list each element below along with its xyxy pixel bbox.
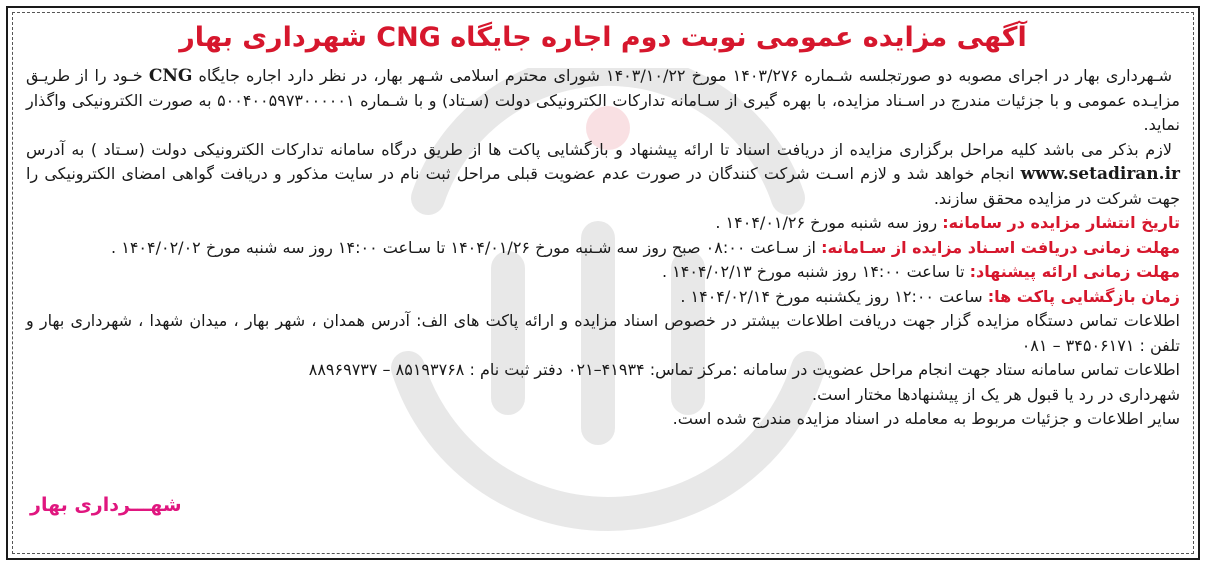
- contact-address: اطلاعات تماس دستگاه مزایده گزار جهت دریافت اطلاعات بیشتر در خصوص اسناد مزایده و ارائه پاکت های الف: آدرس همدان ، شهر بهار ، میدان شهدا: [149, 311, 1181, 330]
- paragraph-1-line-b: خـود را از طریـق مزایـده عمومی و با جزئیات مندرج در اسـناد مزایده، با بهره گیری از سـامانه تدارکات الکترونیکی دولت (سـتاد) و با شـماره: [26, 66, 1180, 110]
- opening-time-label: زمان بازگشایی پاکت ها:: [987, 286, 1180, 306]
- notice-content: [26, 18, 1180, 432]
- documents-deadline-value-2: ۱۴۰۴/۰۲/۰۲ .: [111, 237, 201, 257]
- offer-deadline-value: تا ساعت ۱۴:۰۰ روز شنبه مورخ ۱۴۰۴/۰۲/۱۳ .: [661, 262, 970, 281]
- offer-deadline-row: [26, 260, 1180, 285]
- notice-frame: [6, 6, 1200, 560]
- documents-deadline-value: از سـاعت ۰۸:۰۰ صبح روز سه شـنبه مورخ ۱۴۰۴/۰۱/۲۶ تا سـاعت ۱۴:۰۰ روز سه شنبه مورخ: [205, 237, 822, 257]
- paragraph-1-line-a: شـهرداری بهار در اجرای مصوبه دو صورتجلسه شـماره ۱۴۰۳/۲۷۶ مورخ ۱۴۰۳/۱۰/۲۲ شورای محترم اسلامی شـهر بهار، در نظر دارد اجاره جایگاه: [198, 66, 1173, 85]
- paragraph-2-line-c: انجام خواهد شد و لازم اسـت شرکت کنندگان در صورت عدم عضویت قبلی مراحل ثبت نام در سایت مذکور و: [273, 164, 1021, 183]
- publish-date-label: تاریخ انتشار مزایده در سامانه:: [942, 213, 1180, 232]
- signature: شهـــرداری بهار: [30, 494, 182, 516]
- opening-time-value: ساعت ۱۲:۰۰ روز یکشنبه مورخ ۱۴۰۴/۰۲/۱۴ .: [680, 286, 988, 306]
- paragraph-2-line-b: (سـتاد ) به آدرس: [26, 139, 145, 159]
- contact-line-4: شهرداری در رد یا قبول هر یک از پیشنهادها مختار است.: [812, 384, 1180, 404]
- notice-title: آگهی مزایده عمومی نوبت دوم اجاره جایگاه CNG شهرداری بهار: [179, 22, 1027, 53]
- contact-line-1: [26, 309, 1180, 358]
- contact-line-5: سایر اطلاعات و جزئیات مربوط به معامله در اسناد مزایده مندرج شده است.: [672, 409, 1180, 428]
- paragraph-2-line-a: لازم بذکر می باشد کلیه مراحل برگزاری مزایده از دریافت اسناد تا ارائه پیشنهاد و بازگشایی پاکت ها از طریق درگاه سامانه تدارکات الکترونیکی دولت: [151, 139, 1173, 159]
- paragraph-1: [26, 64, 1180, 138]
- documents-deadline-label: مهلت زمانی دریافت اسـناد مزایده از سـامانه:: [821, 237, 1180, 257]
- publish-date-value: روز سه شنبه مورخ ۱۴۰۴/۰۱/۲۶ .: [715, 213, 943, 232]
- paragraph-1-line-c: ۵۰۰۴۰۰۵۹۷۳۰۰۰۰۰۱ به صورت الکترونیکی واگذار نماید.: [26, 90, 1180, 134]
- publish-date-row: [26, 211, 1180, 236]
- opening-time-row: [26, 285, 1180, 310]
- documents-deadline-row: [26, 236, 1180, 261]
- paragraph-2: [26, 138, 1180, 212]
- contact-line-3: اطلاعات تماس سامانه ستاد جهت انجام مراحل عضویت در سامانه :مرکز تماس: ۴۱۹۳۴–۰۲۱ دفتر ثبت نام : ۸۵۱۹۳۷۶۸ – ۸۸۹۶۹۷۳۷: [308, 360, 1180, 379]
- contact-phone: ، شهرداری بهار و تلفن : ۳۴۵۰۶۱۷۱ – ۰۸۱: [26, 311, 1180, 355]
- paragraph-2-line-d: دریافت گواهی امضای الکترونیکی را جهت شرکت در مزایده محقق سازند.: [26, 164, 1180, 208]
- cng-term: CNG: [148, 66, 193, 86]
- offer-deadline-label: مهلت زمانی ارائه پیشنهاد:: [969, 262, 1180, 281]
- setadiran-link[interactable]: www.setadiran.ir: [1020, 164, 1180, 184]
